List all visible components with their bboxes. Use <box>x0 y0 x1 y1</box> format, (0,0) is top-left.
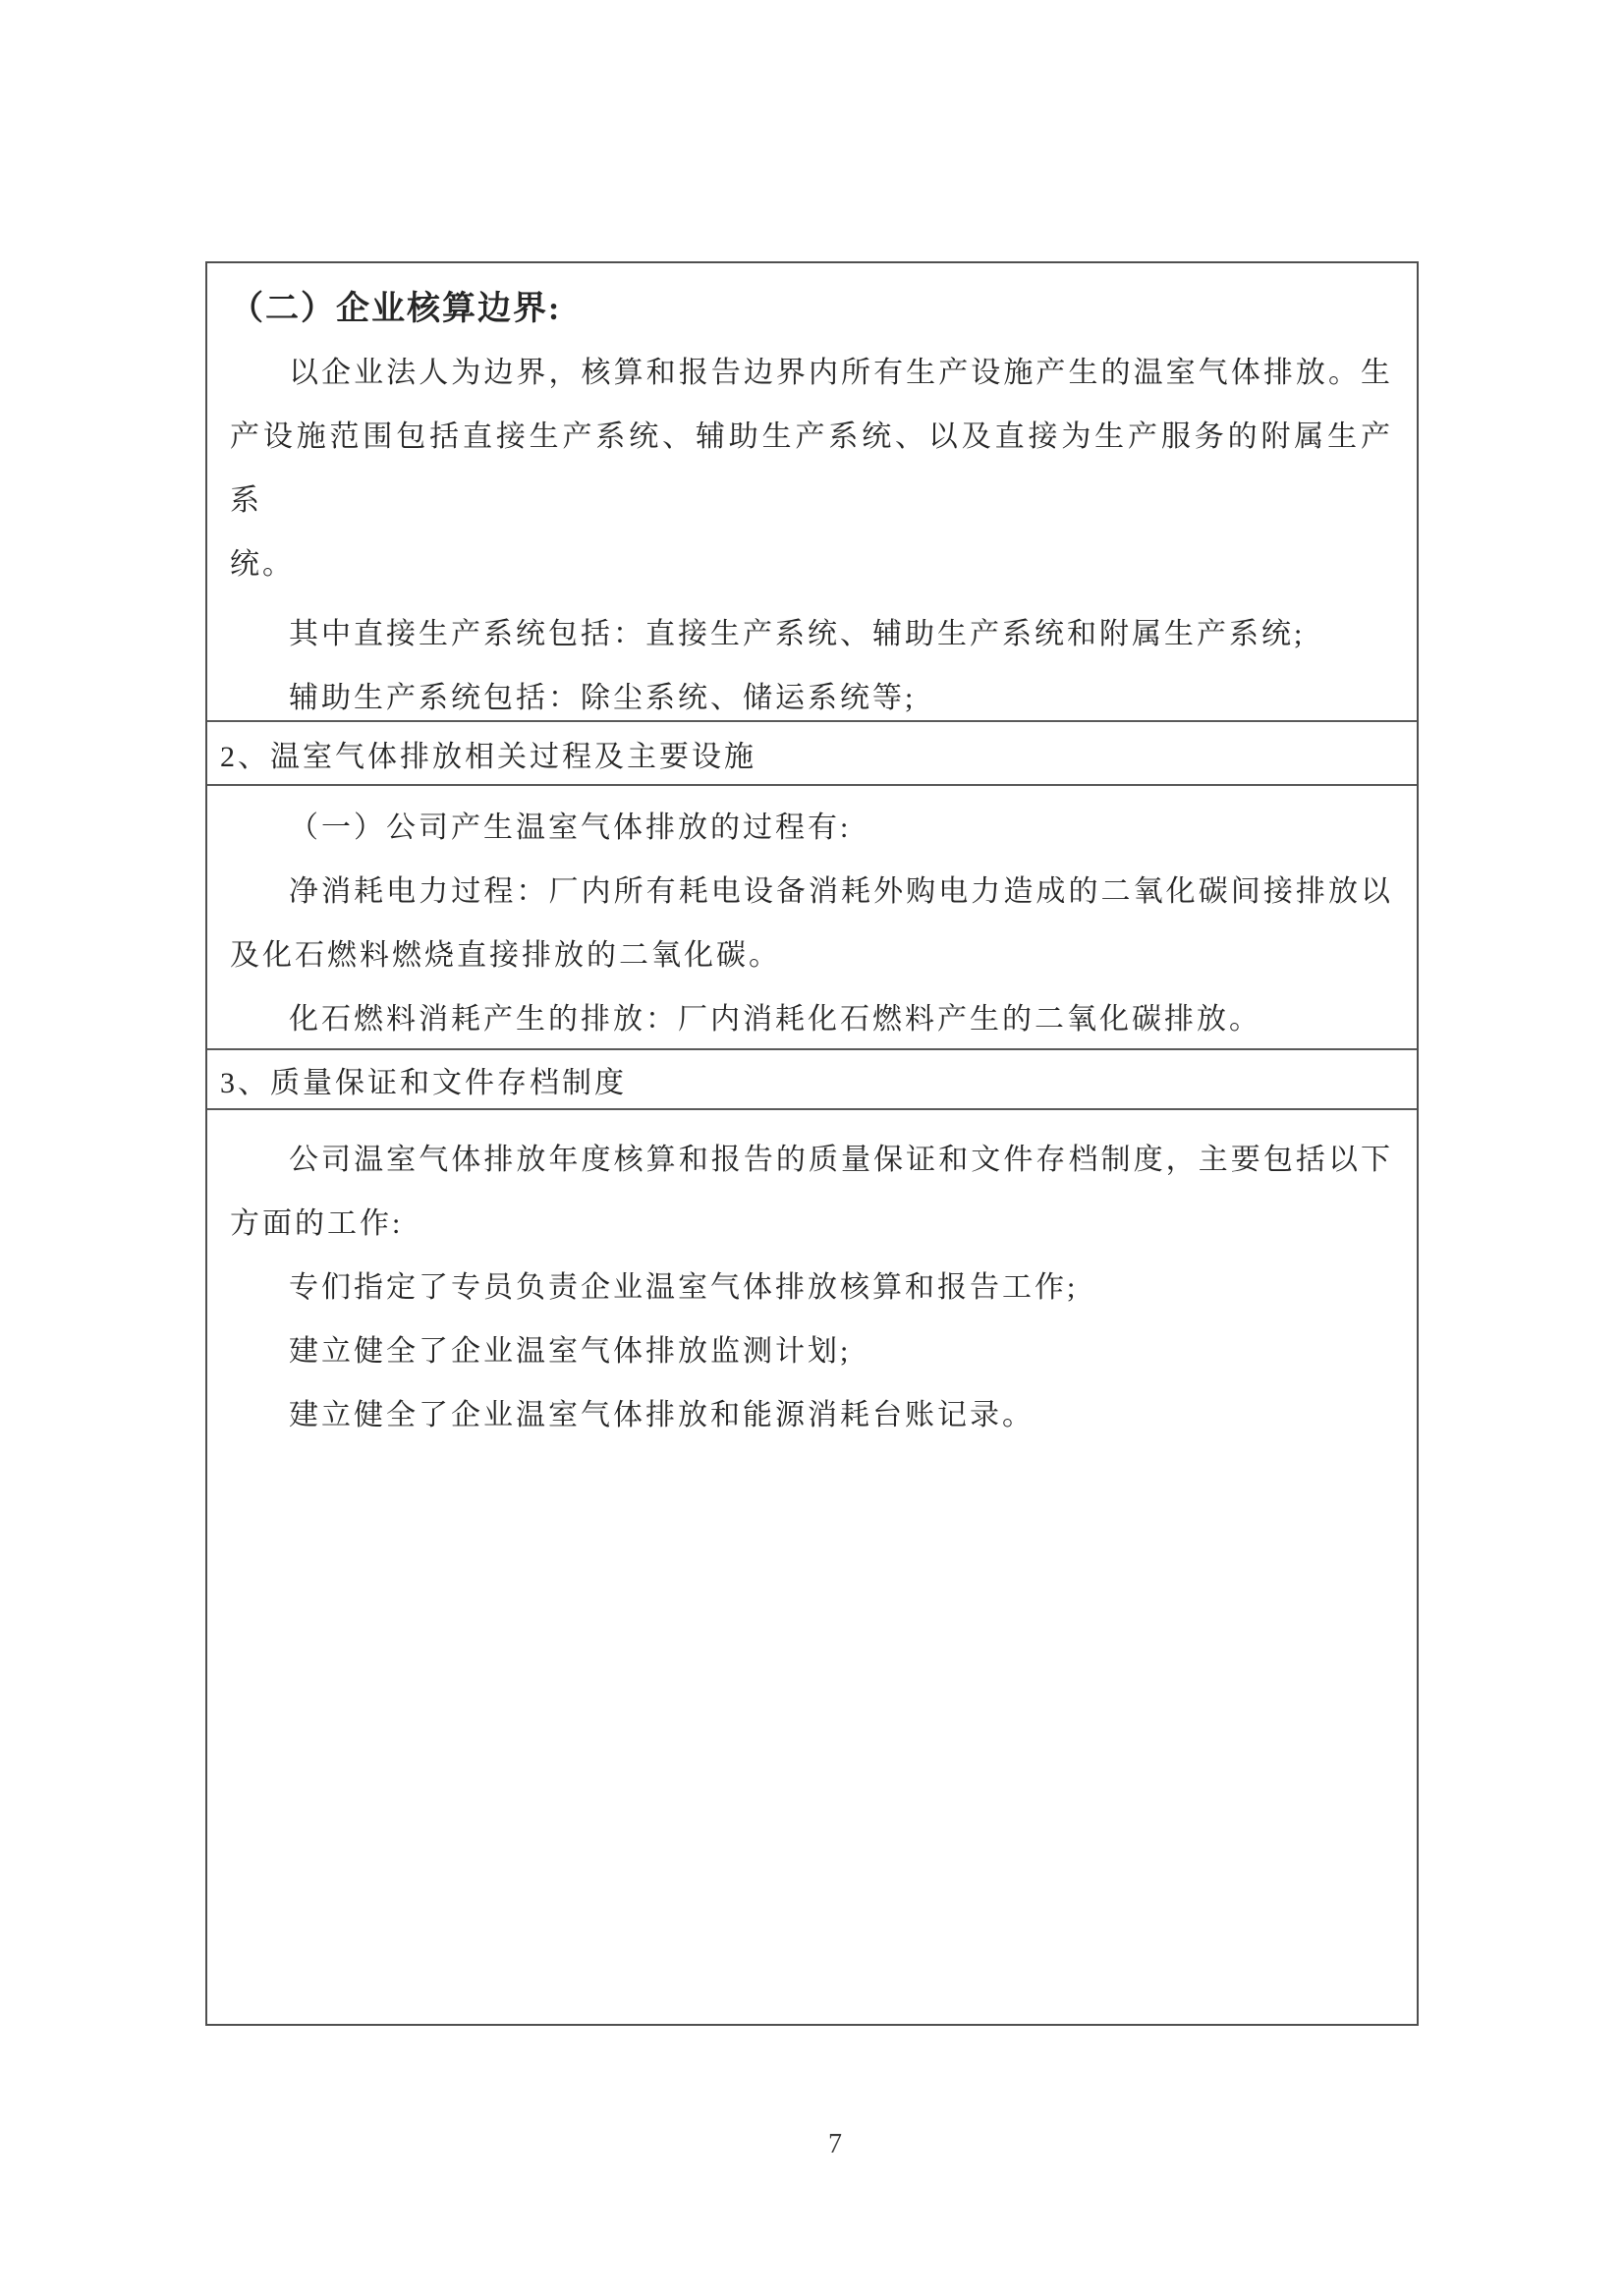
text-line: 方面的工作: <box>230 1207 404 1240</box>
text-line: 公司温室气体排放年度核算和报告的质量保证和文件存档制度，主要包括以下 <box>289 1144 1393 1176</box>
text-line: 及化石燃料燃烧直接排放的二氧化碳。 <box>230 939 781 972</box>
text-line: 专们指定了专员负责企业温室气体排放核算和报告工作; <box>289 1271 1079 1304</box>
text-line: 建立健全了企业温室气体排放和能源消耗台账记录。 <box>289 1399 1035 1431</box>
row-header-ghg-processes <box>207 720 1417 784</box>
section-accounting-boundary-cell <box>207 263 1417 720</box>
row-header-label: 3、质量保证和文件存档制度 <box>220 1066 627 1099</box>
row-header-qa-archive <box>207 1048 1417 1108</box>
text-line: （一）公司产生温室气体排放的过程有: <box>289 812 852 844</box>
content-table <box>205 261 1419 2026</box>
section-heading-accounting-boundary: （二）企业核算边界: <box>230 291 562 327</box>
text-line: 化石燃料消耗产生的排放：厂内消耗化石燃料产生的二氧化碳排放。 <box>289 1003 1261 1036</box>
text-line: 建立健全了企业温室气体排放监测计划; <box>289 1335 852 1368</box>
section-qa-archive-cell <box>207 1108 1417 2024</box>
text-line: 以企业法人为边界，核算和报告边界内所有生产设施产生的温室气体排放。生 <box>289 357 1393 389</box>
row-header-label: 2、温室气体排放相关过程及主要设施 <box>220 740 756 773</box>
text-line: 产设施范围包括直接生产系统、辅助生产系统、以及直接为生产服务的附属生产系 <box>230 420 1393 517</box>
section-ghg-processes-cell <box>207 784 1417 1048</box>
text-line: 其中直接生产系统包括：直接生产系统、辅助生产系统和附属生产系统; <box>289 618 1306 650</box>
page-number: 7 <box>828 2129 842 2159</box>
text-line: 辅助生产系统包括：除尘系统、储运系统等; <box>289 682 917 714</box>
text-line: 统。 <box>230 548 295 581</box>
text-line: 净消耗电力过程：厂内所有耗电设备消耗外购电力造成的二氧化碳间接排放以 <box>289 875 1393 908</box>
